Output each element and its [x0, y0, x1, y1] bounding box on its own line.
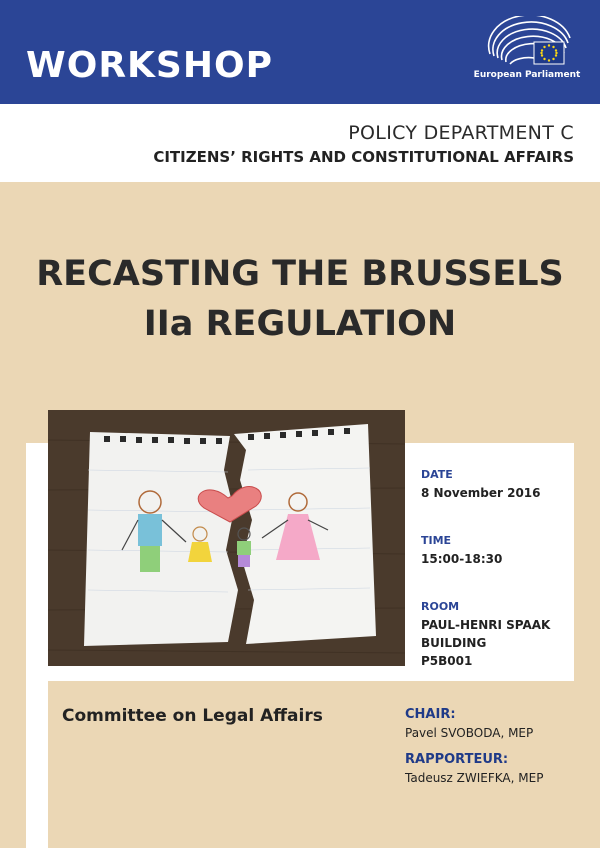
- date-value: 8 November 2016: [421, 486, 541, 500]
- room-value-line2: BUILDING: [421, 636, 487, 650]
- workshop-title-line2: IIa REGULATION: [143, 304, 457, 344]
- room-value-line1: PAUL-HENRI SPAAK: [421, 618, 551, 632]
- chair-label: CHAIR:: [405, 707, 456, 722]
- workshop-title-line1: RECASTING THE BRUSSELS: [36, 254, 564, 294]
- chair-name: Pavel SVOBODA, MEP: [405, 726, 534, 740]
- policy-department-subtitle: CITIZENS’ RIGHTS AND CONSTITUTIONAL AFFAIRS: [153, 148, 574, 166]
- rapporteur-name: Tadeusz ZWIEFKA, MEP: [405, 771, 544, 785]
- room-label: ROOM: [421, 600, 460, 613]
- room-value-line3: P5B001: [421, 654, 473, 668]
- time-label: TIME: [421, 534, 452, 547]
- rapporteur-label: RAPPORTEUR:: [405, 752, 509, 767]
- committee-name: Committee on Legal Affairs: [62, 706, 323, 726]
- time-value: 15:00-18:30: [421, 552, 503, 566]
- decorative-strip: [26, 681, 48, 848]
- event-type-heading: WORKSHOP: [26, 45, 273, 86]
- date-label: DATE: [421, 468, 453, 481]
- institution-name: European Parliament: [473, 70, 581, 80]
- policy-department-name: POLICY DEPARTMENT C: [348, 122, 574, 144]
- family-drawing-image: [48, 410, 405, 666]
